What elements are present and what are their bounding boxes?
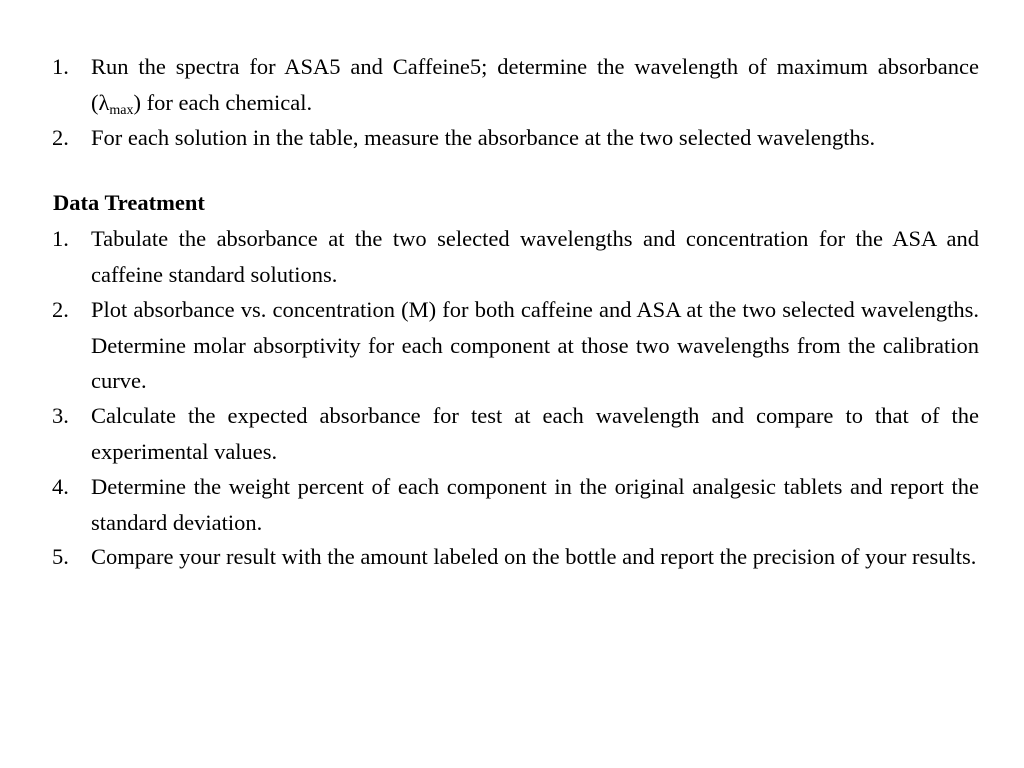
procedure-item-2 [52, 120, 979, 156]
item-text: Calculate the expected absorbance for test at each wavelength and compare to that of the experimental values. [91, 403, 979, 464]
procedure-item-1 [52, 49, 979, 120]
item-text: Compare your result with the amount labeled on the bottle and report the precision of your results. [91, 544, 977, 569]
item-number: 2. [52, 297, 69, 322]
section-heading: Data Treatment [53, 190, 205, 215]
item-text-start: Run the spectra for ASA5 and Caffeine5; determine the wavelength of maximum absorbance (λ [91, 54, 979, 115]
item-number: 1. [52, 54, 69, 79]
item-text: Plot absorbance vs. concentration (M) for both caffeine and ASA at the two selected wavelengths. Determine molar absorptivity for each component at those two wavelengths from the calibration curve. [91, 297, 979, 393]
data-treatment-item-5 [52, 539, 979, 575]
item-number: 5. [52, 544, 69, 569]
lambda-subscript: max [109, 102, 134, 118]
item-number: 2. [52, 125, 69, 150]
data-treatment-item-3 [52, 398, 979, 469]
item-text [91, 49, 979, 120]
data-treatment-item-4 [52, 469, 979, 540]
data-treatment-item-1 [52, 221, 979, 292]
item-text: For each solution in the table, measure the absorbance at the two selected wavelengths. [91, 125, 876, 150]
item-text-end: ) for each chemical. [133, 89, 313, 115]
item-number: 1. [52, 226, 69, 251]
item-number: 4. [52, 474, 69, 499]
item-number: 3. [52, 403, 69, 428]
data-treatment-item-2 [52, 292, 979, 399]
item-text: Determine the weight percent of each component in the original analgesic tablets and report the standard deviation. [91, 474, 979, 535]
item-text: Tabulate the absorbance at the two selected wavelengths and concentration for the ASA and caffeine standard solutions. [91, 226, 979, 287]
